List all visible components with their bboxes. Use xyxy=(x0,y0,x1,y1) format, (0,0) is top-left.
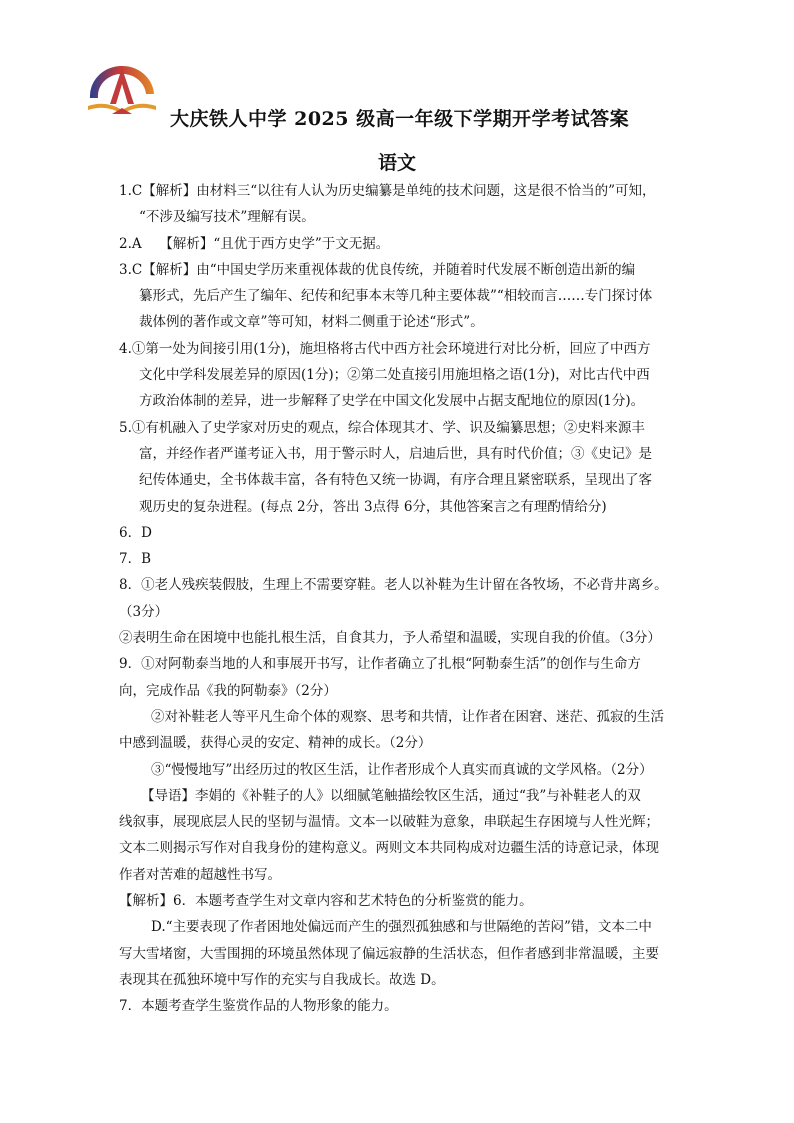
answer-line: 2.A 【解析】“且优于西方史学”于文无据。 xyxy=(119,235,390,252)
answer-line: 作者对苦难的超越性书写。 xyxy=(119,866,281,883)
school-logo xyxy=(82,54,162,124)
answer-line: 写大雪堵窗，大雪围拥的环境虽然体现了偏远寂静的生活状态，但作者感到非常温暖，主要 xyxy=(119,945,659,962)
answer-line: 富，并经作者严谨考证入书，用于警示时人，启迪后世，具有时代价值；③《史记》是 xyxy=(139,445,652,462)
answer-content xyxy=(119,178,689,1020)
answer-line: 线叙事，展现底层人民的坚韧与温情。文本一以破鞋为意象，串联起生存困境与人性光辉； xyxy=(119,814,659,831)
answer-line: ③“慢慢地写”出经历过的牧区生活，让作者形成个人真实而真诚的文学风格。（2分） xyxy=(151,761,653,778)
answer-line: 9．①对阿勒泰当地的人和事展开书写，让作者确立了扎根“阿勒泰生活”的创作与生命方 xyxy=(119,656,641,673)
answer-line: 3.C【解析】由“中国史学历来重视体裁的优良传统，并随着时代发展不断创造出新的编 xyxy=(119,261,636,278)
answer-line: 中感到温暖，获得心灵的安定、精神的成长。（2分） xyxy=(119,735,432,752)
answer-line: 6．D xyxy=(119,524,152,541)
answer-line: 7．B xyxy=(119,551,152,568)
answer-line: 表现其在孤独环境中写作的充实与自我成长。故选 D。 xyxy=(119,971,445,988)
answer-line: 向，完成作品《我的阿勒泰》（2分） xyxy=(119,682,337,699)
answer-line: 【导语】李娟的《补鞋子的人》以细腻笔触描绘牧区生活，通过“我”与补鞋老人的双 xyxy=(141,787,641,804)
answer-line: 【解析】6．本题考查学生对文章内容和艺术特色的分析鉴赏的能力。 xyxy=(119,893,533,910)
answer-line: 观历史的复杂进程。(每点 2分，答出 3点得 6分，其他答案言之有理酌情给分) xyxy=(139,498,607,515)
answer-line: 文化中学科发展差异的原因(1分)；②第二处直接引用施坦格之语(1分)，对比古代中西 xyxy=(139,367,650,384)
answer-line: 8．①老人残疾装假肢，生理上不需要穿鞋。老人以补鞋为生计留在各牧场，不必背井离乡。 xyxy=(119,577,668,594)
answer-line: 方政治体制的差异，进一步解释了史学在中国文化发展中占据支配地位的原因(1分)。 xyxy=(139,393,645,410)
answer-line: ②表明生命在困境中也能扎根生活，自食其力，予人希望和温暖，实现自我的价值。（3分） xyxy=(119,630,661,647)
answer-line: 4.①第一处为间接引用(1分)，施坦格将古代中西方社会环境进行对比分析，回应了中西方 xyxy=(119,340,651,357)
answer-line: 1.C【解析】由材料三“以往有人认为历史编纂是单纯的技术问题，这是很不恰当的”可知， xyxy=(119,183,656,199)
answer-line: D.“主要表现了作者困地处偏远而产生的强烈孤独感和与世隔绝的苦闷”错，文本二中 xyxy=(151,919,652,936)
answer-line: 7．本题考查学生鉴赏作品的人物形象的能力。 xyxy=(119,998,398,1015)
answer-line: “不涉及编写技术”理解有误。 xyxy=(139,209,315,226)
answer-line: 纪传体通史，全书体裁丰富，各有特色又统一协调，有序合理且紧密联系，呈现出了客 xyxy=(139,472,652,489)
answer-line: ②对补鞋老人等平凡生命个体的观察、思考和共情，让作者在困窘、迷茫、孤寂的生活 xyxy=(151,708,664,725)
subject-title: 语文 xyxy=(377,152,416,174)
document-title: 大庆铁人中学 2025 级高一年级下学期开学考试答案 xyxy=(170,108,630,130)
answer-line: （3分） xyxy=(119,603,169,620)
answer-line: 文本二则揭示写作对自我身份的建构意义。两则文本共同构成对边疆生活的诗意记录，体现 xyxy=(119,840,659,857)
answer-line: 5.①有机融入了史学家对历史的观点，综合体现其才、学、识及编纂思想；②史料来源丰 xyxy=(119,419,645,436)
answer-line: 纂形式，先后产生了编年、纪传和纪事本末等几种主要体裁”“相较而言……专门探讨体 xyxy=(139,288,653,305)
answer-line: 裁体例的著作或文章”等可知，材料二侧重于论述“形式”。 xyxy=(139,314,484,331)
